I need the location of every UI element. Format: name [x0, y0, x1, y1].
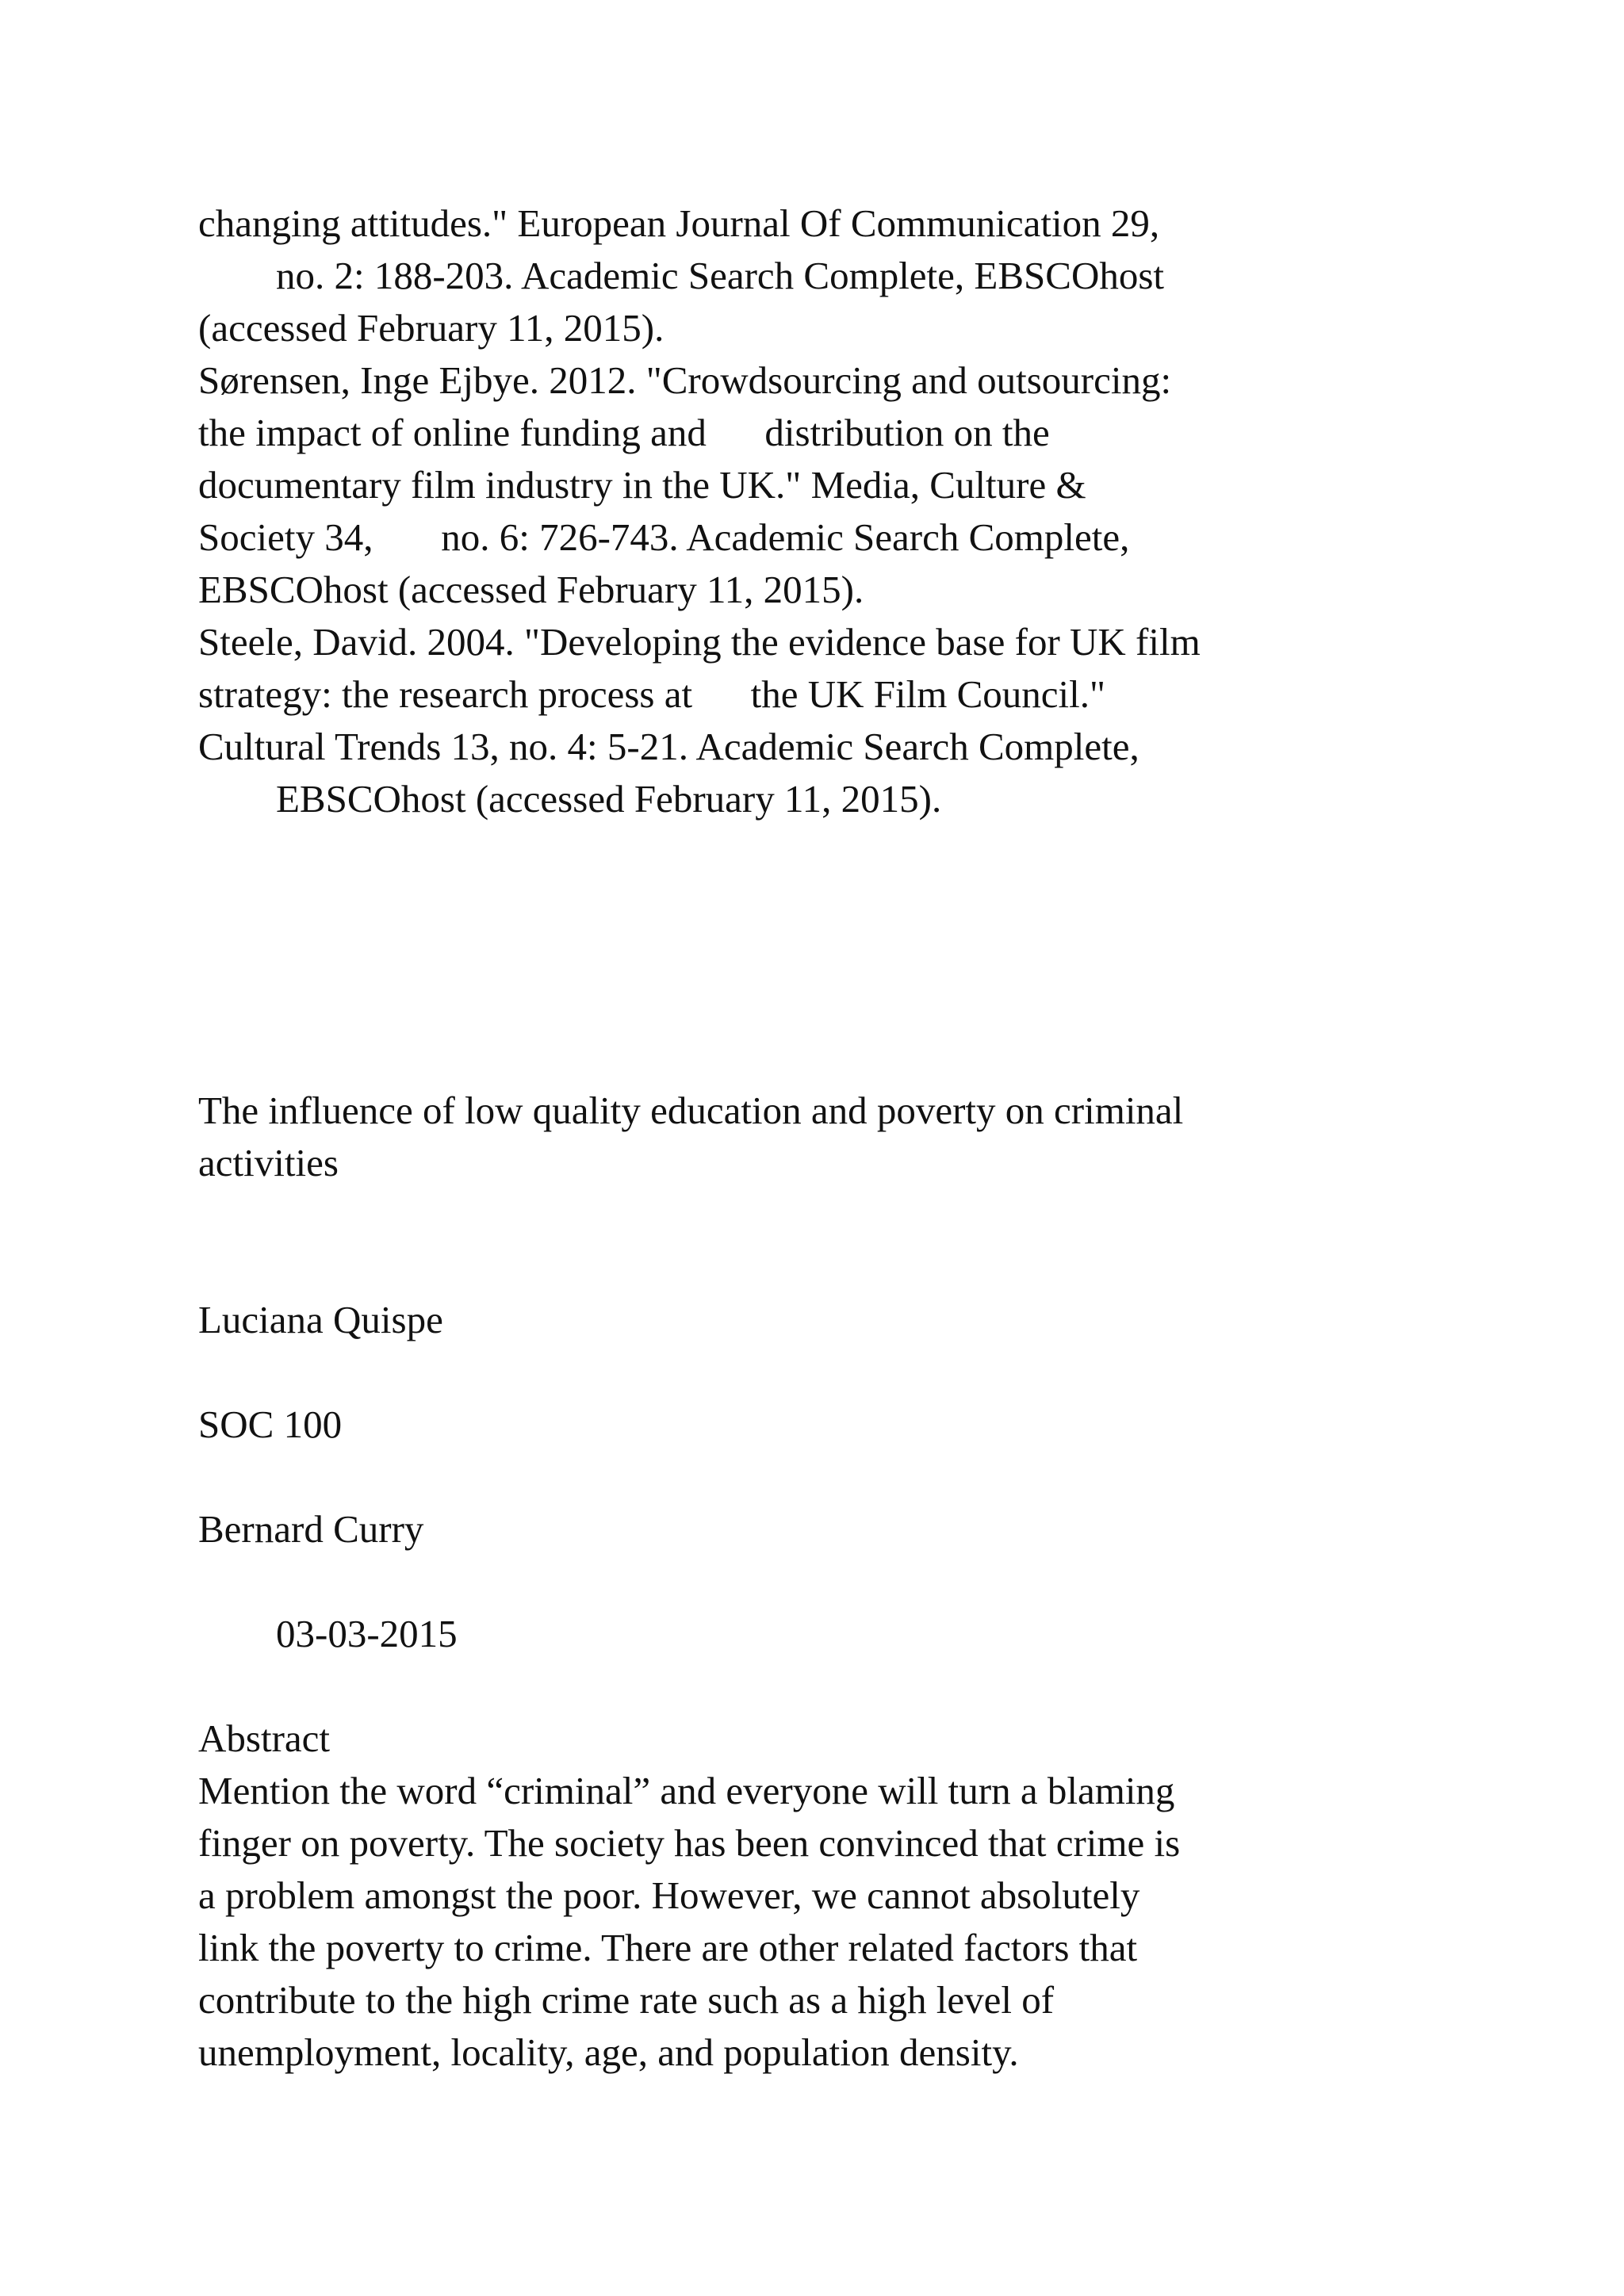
author-name: Luciana Quispe	[198, 1298, 443, 1341]
reference-line: EBSCOhost (accessed February 11, 2015).	[198, 777, 942, 821]
reference-line: strategy: the research process at the UK Film Council."	[198, 672, 1105, 716]
reference-line: documentary film industry in the UK." Media, Culture &	[198, 463, 1086, 507]
reference-line: Steele, David. 2004. "Developing the evidence base for UK film	[198, 620, 1201, 664]
instructor-name: Bernard Curry	[198, 1507, 424, 1551]
reference-line: (accessed February 11, 2015).	[198, 306, 665, 350]
abstract-line: link the poverty to crime. There are other related factors that	[198, 1926, 1138, 1969]
course-code: SOC 100	[198, 1402, 343, 1446]
reference-line: no. 2: 188-203. Academic Search Complete, EBSCOhost	[198, 254, 1165, 297]
reference-line: EBSCOhost (accessed February 11, 2015).	[198, 568, 864, 611]
abstract-line: unemployment, locality, age, and population density.	[198, 2030, 1019, 2074]
reference-line: Society 34, no. 6: 726-743. Academic Search Complete,	[198, 515, 1130, 559]
abstract-line: Mention the word “criminal” and everyone will turn a blaming	[198, 1769, 1175, 1812]
reference-line: Sørensen, Inge Ejbye. 2012. "Crowdsourcing and outsourcing:	[198, 358, 1172, 402]
submission-date: 03-03-2015	[198, 1612, 458, 1655]
reference-line: changing attitudes." European Journal Of Communication 29,	[198, 201, 1160, 245]
reference-line: Cultural Trends 13, no. 4: 5-21. Academic Search Complete,	[198, 725, 1139, 768]
abstract-line: a problem amongst the poor. However, we cannot absolutely	[198, 1873, 1140, 1917]
reference-line: the impact of online funding and distribution on the	[198, 411, 1050, 454]
abstract-heading: Abstract	[198, 1716, 330, 1760]
paper-title-line: activities	[198, 1141, 339, 1184]
abstract-line: finger on poverty. The society has been convinced that crime is	[198, 1821, 1181, 1865]
paper-title-line: The influence of low quality education and poverty on criminal	[198, 1089, 1184, 1132]
abstract-line: contribute to the high crime rate such as a high level of	[198, 1978, 1055, 2022]
